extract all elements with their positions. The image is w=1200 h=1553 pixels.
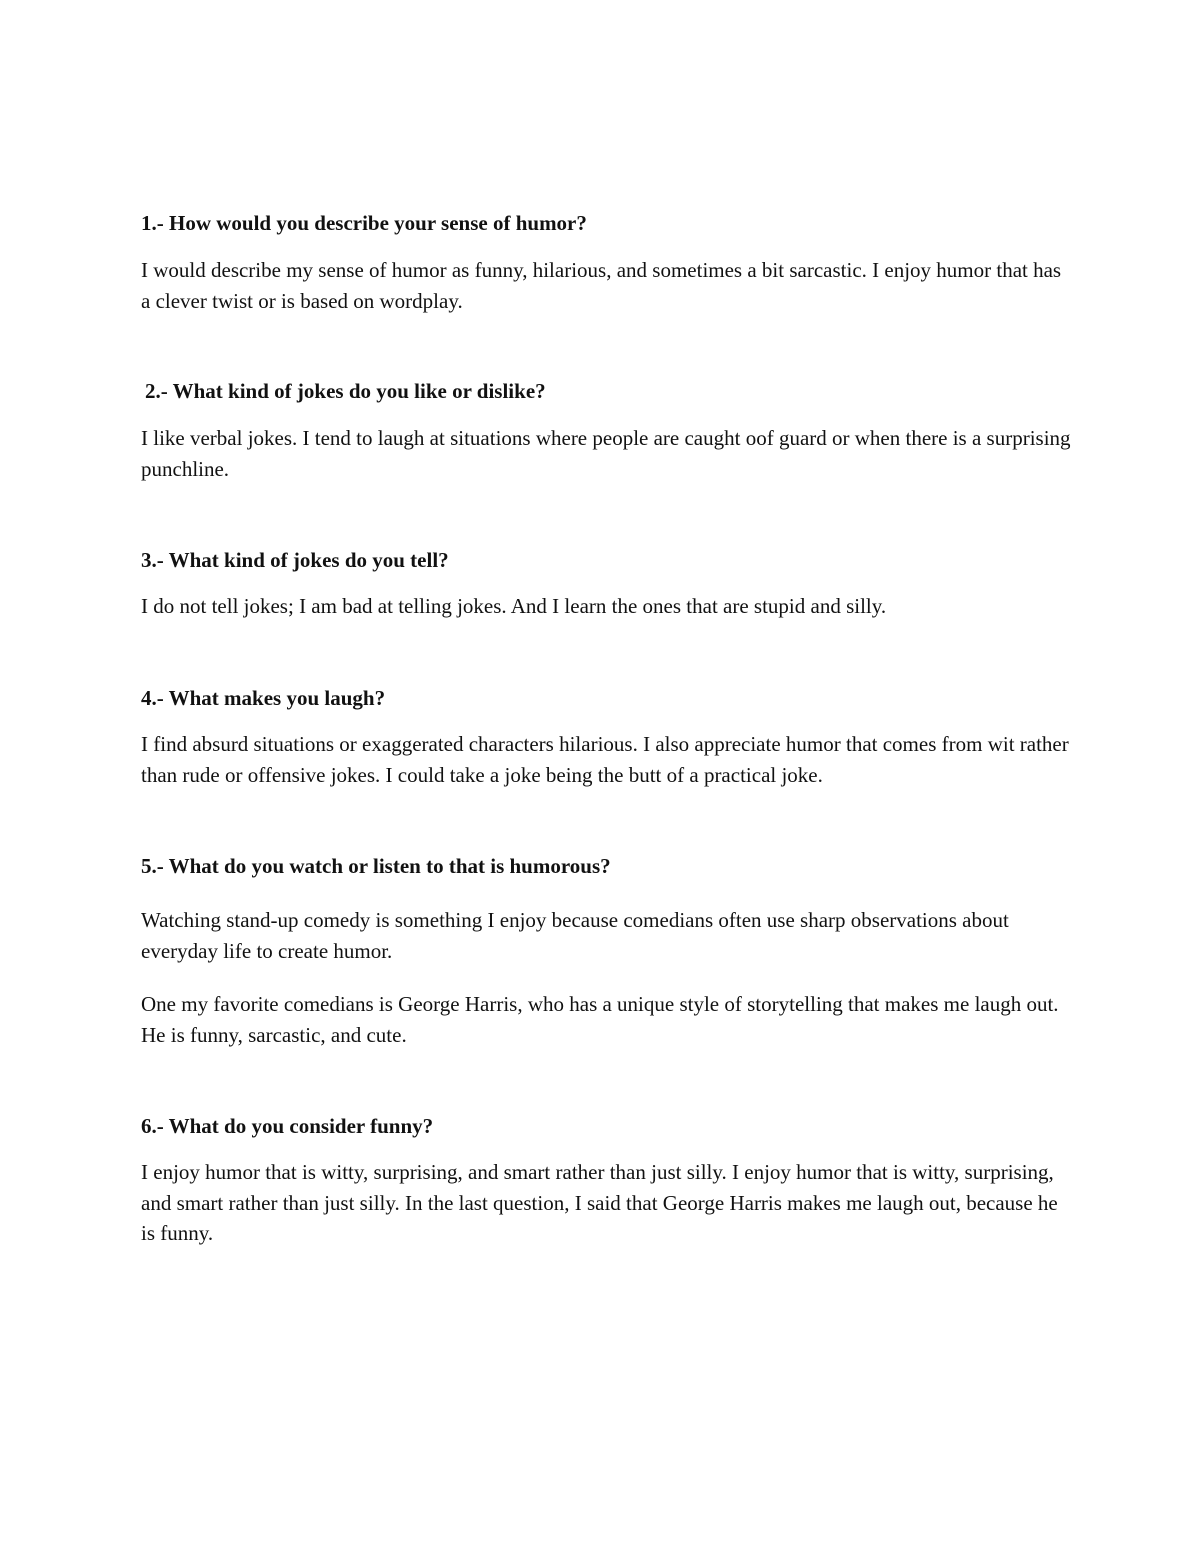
question-3-heading: 3.- What kind of jokes do you tell?: [141, 548, 449, 572]
answer-5-paragraph-2: One my favorite comedians is George Harris, who has a unique style of storytelling that makes me laugh out. He is funny, sarcastic, and cute.: [141, 992, 1059, 1047]
answer-1-paragraph: I would describe my sense of humor as funny, hilarious, and sometimes a bit sarcastic. I enjoy humor that has a clever twist or is based on wordplay.: [141, 258, 1062, 313]
question-6-heading: 6.- What do you consider funny?: [141, 1114, 434, 1138]
question-5-heading: 5.- What do you watch or listen to that is humorous?: [141, 854, 611, 878]
answer-5-paragraph-1: Watching stand-up comedy is something I enjoy because comedians often use sharp observations about everyday life to create humor.: [141, 908, 1009, 963]
answer-3-paragraph: I do not tell jokes; I am bad at telling jokes. And I learn the ones that are stupid and silly.: [141, 594, 887, 618]
answer-4-paragraph: I find absurd situations or exaggerated characters hilarious. I also appreciate humor that comes from wit rather than rude or offensive jokes. I could take a joke being the butt of a practical joke.: [141, 732, 1069, 787]
question-1-heading: 1.- How would you describe your sense of humor?: [141, 211, 587, 235]
question-2-heading: 2.- What kind of jokes do you like or dislike?: [145, 379, 546, 403]
answer-2-paragraph: I like verbal jokes. I tend to laugh at situations where people are caught oof guard or when there is a surprising punchline.: [141, 426, 1071, 481]
answer-6-paragraph: I enjoy humor that is witty, surprising, and smart rather than just silly. I enjoy humor that is witty, surprising, and smart rather than just silly. In the last question, I said that George Harris makes me laugh out, because he is funny.: [141, 1160, 1058, 1245]
question-4-heading: 4.- What makes you laugh?: [141, 686, 386, 710]
